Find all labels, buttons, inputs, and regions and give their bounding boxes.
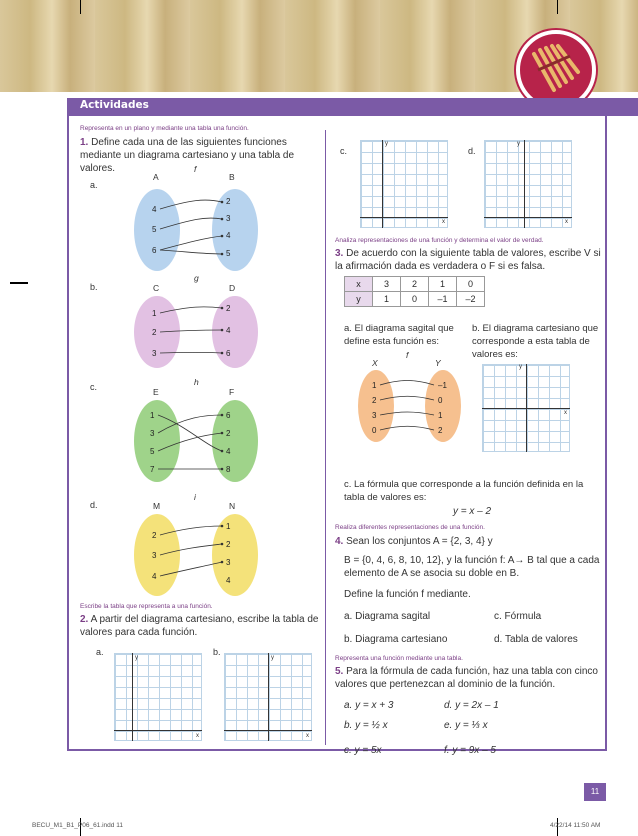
domain-element: 3 <box>372 411 377 420</box>
codomain-element: 4 <box>226 447 231 456</box>
section-title: Actividades <box>80 99 149 111</box>
crop-mark <box>557 0 558 14</box>
y-axis <box>132 653 133 741</box>
table-cell: 2 <box>401 277 429 292</box>
ex3-number: 3. <box>335 248 344 259</box>
codomain-element: 3 <box>226 214 231 223</box>
function-name: f <box>194 164 197 174</box>
table-cell: 1 <box>373 292 401 307</box>
y-axis-label: y <box>135 655 138 661</box>
function-name: g <box>194 273 199 283</box>
codomain-element: 2 <box>438 426 443 435</box>
codomain-element: 4 <box>226 326 231 335</box>
ex1-d-label: d. <box>90 500 98 510</box>
domain-element: 2 <box>372 396 377 405</box>
mapping-arrows <box>370 375 443 440</box>
ex5-number: 5. <box>335 666 344 677</box>
table-cell: y <box>345 292 373 307</box>
file-name: BECU_M1_B1_P06_61.indd 11 <box>32 822 123 829</box>
table-cell: x <box>345 277 373 292</box>
table-cell: 0 <box>401 292 429 307</box>
crop-mark <box>80 0 81 14</box>
table-row <box>345 277 485 292</box>
x-axis <box>224 730 312 731</box>
column-divider <box>325 130 326 745</box>
ex1-statement <box>80 136 320 175</box>
domain-element: 1 <box>150 411 155 420</box>
ex3-formula: y = x – 2 <box>453 506 492 517</box>
ex1-hint: Representa en un plano y mediante una tabla una función. <box>80 125 249 132</box>
domain-element: 3 <box>152 551 157 560</box>
y-axis-label: y <box>519 364 522 370</box>
codomain-element: 6 <box>226 349 231 358</box>
domain-element: 2 <box>152 531 157 540</box>
ex2-text: A partir del diagrama cartesiano, escribe la tabla de valores para cada función. <box>80 614 319 638</box>
formula-item: b. y = ½ x <box>344 720 388 731</box>
domain-element: 0 <box>372 426 377 435</box>
set-c-name: C <box>153 283 160 293</box>
ex1-c-label: c. <box>90 382 98 392</box>
formula-item: f. y = 9x – 5 <box>444 745 496 756</box>
ex2-b-label: b. <box>213 647 221 657</box>
x-axis <box>360 217 448 218</box>
ex3-a-text: a. El diagrama sagital que define esta función es: <box>344 323 454 347</box>
table-cell: 0 <box>457 277 485 292</box>
x-axis <box>114 730 202 731</box>
domain-element: 4 <box>152 572 157 581</box>
set-f-name: F <box>229 387 235 397</box>
x-axis <box>482 408 570 409</box>
function-name: h <box>194 377 199 387</box>
ex3-c-text: c. La fórmula que corresponde a la función definida en la tabla de valores es: <box>344 479 584 503</box>
set-d-name: D <box>229 283 236 293</box>
domain-element: 5 <box>150 447 155 456</box>
mapping-arrows <box>130 510 270 600</box>
cartesian-grid <box>114 653 202 741</box>
set-x-name: X <box>372 358 378 368</box>
timestamp: 4/22/14 11:50 AM <box>550 822 601 829</box>
ex2-statement <box>80 613 320 639</box>
ex2-hint: Escribe la tabla que representa a una función. <box>80 603 213 610</box>
codomain-element: 4 <box>226 576 231 585</box>
ex4-option: b. Diagrama cartesiano <box>344 634 448 645</box>
ex4-hint: Realiza diferentes representaciones de una función. <box>335 524 485 531</box>
domain-element: 3 <box>150 429 155 438</box>
table-cell: 1 <box>429 277 457 292</box>
function-name: i <box>194 492 196 502</box>
codomain-element: 1 <box>438 411 443 420</box>
y-axis <box>382 140 383 228</box>
codomain-element: 2 <box>226 304 231 313</box>
ex5-text: Para la fórmula de cada función, haz una tabla con cinco valores que pertenezcan al dominio de la función. <box>335 666 598 690</box>
formula-item: a. y = x + 3 <box>344 700 394 711</box>
ex4-option: c. Fórmula <box>494 611 542 622</box>
codomain-element: 2 <box>226 429 231 438</box>
table-cell: 3 <box>373 277 401 292</box>
ex1-b-label: b. <box>90 282 98 292</box>
ex4-option: d. Tabla de valores <box>494 634 578 645</box>
mapping-arrows <box>130 395 270 495</box>
codomain-element: 4 <box>226 231 231 240</box>
cartesian-grid <box>484 140 572 228</box>
ex4-text1: Sean los conjuntos A = {2, 3, 4} y <box>346 536 493 547</box>
y-axis-label: y <box>271 655 274 661</box>
x-axis-label: x <box>442 219 445 225</box>
codomain-element: 6 <box>226 411 231 420</box>
ex3-statement <box>335 247 603 273</box>
y-axis-label: y <box>517 141 520 147</box>
x-axis-label: x <box>306 733 309 739</box>
domain-element: 3 <box>152 349 157 358</box>
ex1-text: Define cada una de las siguientes funciones mediante un diagrama cartesiano y una tabla de valores. <box>80 137 295 174</box>
ex4-option: a. Diagrama sagital <box>344 611 431 622</box>
ex4-text3: Define la función f mediante. <box>344 589 471 600</box>
table-cell: –1 <box>429 292 457 307</box>
function-name: f <box>406 350 409 360</box>
ex3-b-text: b. El diagrama cartesiano que corresponde a esta tabla de valores es: <box>472 323 599 360</box>
ex4-number: 4. <box>335 536 344 547</box>
page-number: 11 <box>584 783 606 801</box>
mapping-arrows <box>130 180 270 280</box>
mapping-arrows <box>130 290 270 380</box>
y-axis-label: y <box>385 141 388 147</box>
codomain-element: 2 <box>226 197 231 206</box>
domain-element: 6 <box>152 246 157 255</box>
set-a-name: A <box>153 172 159 182</box>
codomain-element: 1 <box>226 522 231 531</box>
codomain-element: 0 <box>438 396 443 405</box>
cartesian-grid <box>360 140 448 228</box>
y-axis <box>268 653 269 741</box>
ex2-a-label: a. <box>96 647 104 657</box>
set-e-name: E <box>153 387 159 397</box>
ex5-statement <box>335 665 603 691</box>
domain-element: 2 <box>152 328 157 337</box>
ex1-a-label: a. <box>90 180 98 190</box>
x-axis <box>484 217 572 218</box>
ex1-number: 1. <box>80 137 89 148</box>
domain-element: 1 <box>372 381 377 390</box>
formula-item: d. y = 2x – 1 <box>444 700 499 711</box>
ex4-text2: B = {0, 4, 6, 8, 10, 12}, y la función f: A→ B tal que a cada elemento de A se asocia su doble en B. <box>344 555 600 579</box>
codomain-element: –1 <box>438 381 447 390</box>
codomain-element: 2 <box>226 540 231 549</box>
section-header-bar <box>67 98 638 116</box>
graph-c-label: c. <box>340 146 348 156</box>
ex5-hint: Representa una función mediante una tabla. <box>335 655 463 662</box>
codomain-element: 3 <box>226 558 231 567</box>
formula-item: e. y = ⅓ x <box>444 720 488 731</box>
y-axis <box>524 140 525 228</box>
codomain-element: 5 <box>226 249 231 258</box>
ex3-text: De acuerdo con la siguiente tabla de valores, escribe V si la afirmación dada es verdadera o F si es falsa. <box>335 248 601 272</box>
table-row <box>345 292 485 307</box>
domain-element: 4 <box>152 205 157 214</box>
set-y-name: Y <box>435 358 441 368</box>
codomain-element: 8 <box>226 465 231 474</box>
crop-mark <box>10 282 28 284</box>
table-cell: –2 <box>457 292 485 307</box>
ex3-hint: Analiza representaciones de una función y determina el valor de verdad. <box>335 237 544 244</box>
set-n-name: N <box>229 501 236 511</box>
set-m-name: M <box>153 501 161 511</box>
graph-d-label: d. <box>468 146 476 156</box>
domain-element: 7 <box>150 465 155 474</box>
domain-element: 5 <box>152 225 157 234</box>
formula-item: c. y = 5x <box>344 745 382 756</box>
values-table <box>344 276 485 307</box>
set-b-name: B <box>229 172 235 182</box>
x-axis-label: x <box>196 733 199 739</box>
x-axis-label: x <box>564 410 567 416</box>
domain-element: 1 <box>152 309 157 318</box>
ex2-number: 2. <box>80 614 89 625</box>
ex4-statement <box>335 535 603 548</box>
x-axis-label: x <box>565 219 568 225</box>
